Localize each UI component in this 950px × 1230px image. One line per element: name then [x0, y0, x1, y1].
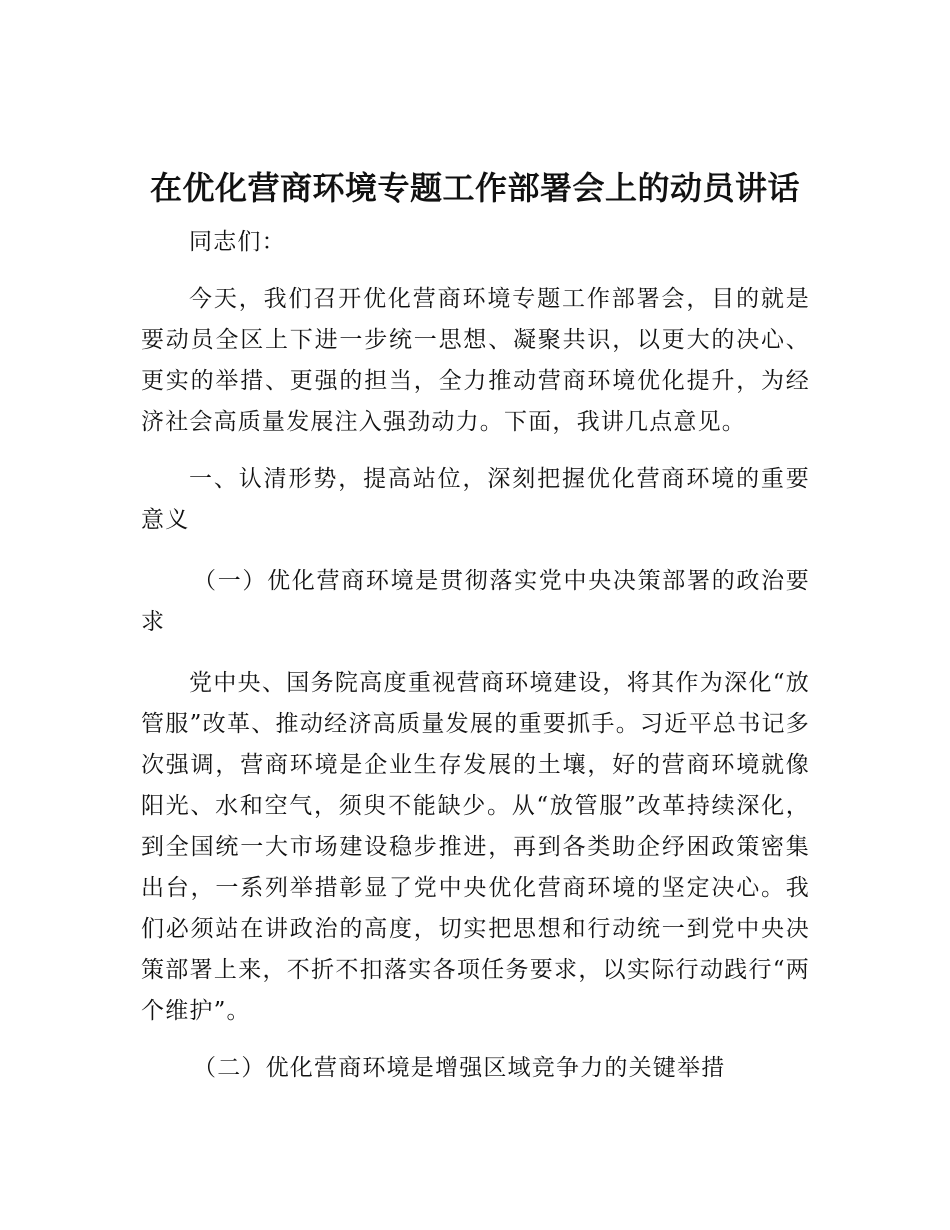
document-body	[141, 222, 810, 1109]
subsection-heading-1: （一）优化营商环境是贯彻落实党中央决策部署的政治要求	[141, 568, 810, 635]
subsection-1-paragraph: 党中央、国务院高度重视营商环境建设，将其作为深化“放管服”改革、推动经济高质量发展的重要抓手。习近平总书记多次强调，营商环境是企业生存发展的土壤，好的营商环境就像阳光、水和空气，须臾不能缺少。从“放管服”改革持续深化，到全国统一大市场建设稳步推进，再到各类助企纾困政策密集出台，一系列举措彰显了党中央优化营商环境的坚定决心。我们必须站在讲政治的高度，切实把思想和行动统一到党中央决策部署上来，不折不扣落实各项任务要求，以实际行动践行“两个维护”。	[141, 670, 810, 1024]
section-heading-1: 一、认清形势，提高站位，深刻把握优化营商环境的重要意义	[141, 466, 810, 533]
subsection-heading-2: （二）优化营商环境是增强区域竞争力的关键举措	[193, 1055, 726, 1081]
intro-paragraph: 今天，我们召开优化营商环境专题工作部署会，目的就是要动员全区上下进一步统一思想、凝聚共识，以更大的决心、更实的举措、更强的担当，全力推动营商环境优化提升，为经济社会高质量发展注入强劲动力。下面，我讲几点意见。	[141, 286, 810, 435]
salutation: 同志们：	[189, 229, 286, 255]
document-title: 在优化营商环境专题工作部署会上的动员讲话	[149, 169, 800, 207]
